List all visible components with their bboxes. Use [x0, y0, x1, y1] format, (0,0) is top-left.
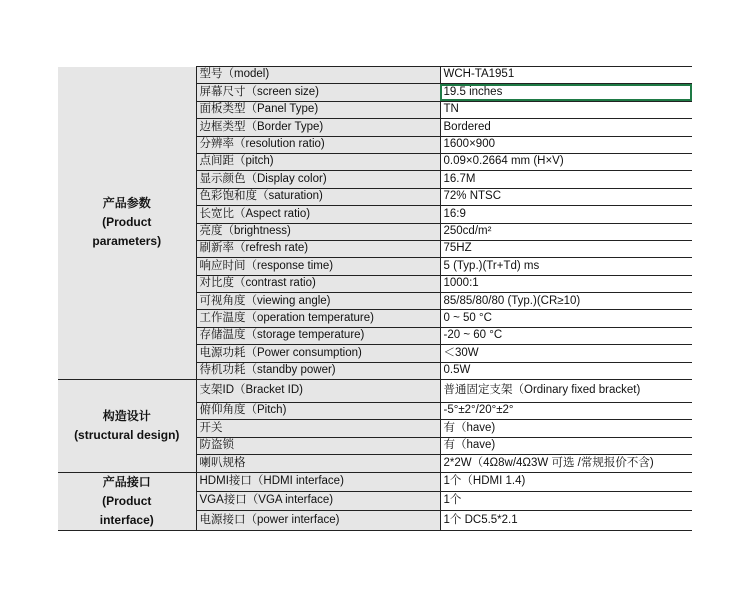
param-value-cell[interactable]: 0 ~ 50 °C: [440, 310, 692, 327]
param-name-cell[interactable]: 分辨率（resolution ratio): [196, 136, 440, 153]
section-title-line: 构造设计: [102, 408, 151, 423]
param-value-cell[interactable]: 2*2W（4Ω8w/4Ω3W 可选 /常规报价不含): [440, 455, 692, 472]
param-value-cell[interactable]: 0.5W: [440, 362, 692, 379]
spec-sheet: [58, 66, 692, 538]
param-name-cell[interactable]: HDMI接口（HDMI interface): [196, 472, 440, 491]
param-value-cell-selected[interactable]: 19.5 inches: [440, 84, 692, 101]
param-value-cell[interactable]: 85/85/80/80 (Typ.)(CR≥10): [440, 293, 692, 310]
param-name-cell[interactable]: 支架ID（Bracket ID): [196, 380, 440, 403]
section-title-cell: [58, 472, 196, 530]
param-name-cell[interactable]: 显示颜色（Display color): [196, 171, 440, 188]
param-value-cell[interactable]: 1个（HDMI 1.4): [440, 472, 692, 491]
param-value-cell[interactable]: 16:9: [440, 206, 692, 223]
param-name-cell[interactable]: 待机功耗（standby power): [196, 362, 440, 379]
param-name-cell[interactable]: 俯仰角度（Pitch): [196, 403, 440, 420]
param-name-cell[interactable]: 屏幕尺寸（screen size): [196, 84, 440, 101]
param-value-cell[interactable]: 1600×900: [440, 136, 692, 153]
param-name-cell[interactable]: 对比度（contrast ratio): [196, 275, 440, 292]
spec-row: [58, 67, 692, 84]
section-title-cell: [58, 380, 196, 473]
param-value-cell[interactable]: 1个 DC5.5*2.1: [440, 511, 692, 530]
param-name-cell[interactable]: 电源功耗（Power consumption): [196, 345, 440, 362]
param-name-cell[interactable]: 边框类型（Border Type): [196, 119, 440, 136]
section-title-line: (Product: [102, 493, 152, 508]
spec-row: [58, 380, 692, 403]
param-name-cell[interactable]: 工作温度（operation temperature): [196, 310, 440, 327]
param-value-cell[interactable]: 1000:1: [440, 275, 692, 292]
param-name-cell[interactable]: 开关: [196, 420, 440, 437]
param-value-cell[interactable]: Bordered: [440, 119, 692, 136]
section-title-line: (structural design): [74, 427, 180, 442]
param-value-cell[interactable]: -5°±2°/20°±2°: [440, 403, 692, 420]
param-name-cell[interactable]: VGA接口（VGA interface): [196, 491, 440, 510]
param-value-cell[interactable]: 16.7M: [440, 171, 692, 188]
param-name-cell[interactable]: 喇叭规格: [196, 455, 440, 472]
param-name-cell[interactable]: 存储温度（storage temperature): [196, 327, 440, 344]
param-name-cell[interactable]: 响应时间（response time): [196, 258, 440, 275]
param-name-cell[interactable]: 色彩饱和度（saturation): [196, 188, 440, 205]
param-value-cell[interactable]: TN: [440, 101, 692, 118]
param-name-cell[interactable]: 防盗锁: [196, 437, 440, 454]
param-value-cell[interactable]: -20 ~ 60 °C: [440, 327, 692, 344]
section-title-cell: [58, 67, 196, 380]
param-value-cell[interactable]: ＜30W: [440, 345, 692, 362]
param-value-cell[interactable]: 有（have): [440, 420, 692, 437]
param-value-cell[interactable]: 250cd/m²: [440, 223, 692, 240]
param-name-cell[interactable]: 电源接口（power interface): [196, 511, 440, 530]
param-name-cell[interactable]: 可视角度（viewing angle): [196, 293, 440, 310]
section-title-line: (Product: [102, 215, 152, 230]
param-name-cell[interactable]: 型号（model): [196, 67, 440, 84]
param-name-cell[interactable]: 面板类型（Panel Type): [196, 101, 440, 118]
param-name-cell[interactable]: 点间距（pitch): [196, 153, 440, 170]
param-name-cell[interactable]: 刷新率（refresh rate): [196, 240, 440, 257]
param-value-cell[interactable]: 1个: [440, 491, 692, 510]
param-value-cell[interactable]: WCH-TA1951: [440, 67, 692, 84]
section-title-line: interface): [99, 512, 154, 527]
param-name-cell[interactable]: 长宽比（Aspect ratio): [196, 206, 440, 223]
param-value-cell[interactable]: 72% NTSC: [440, 188, 692, 205]
param-value-cell[interactable]: 5 (Typ.)(Tr+Td) ms: [440, 258, 692, 275]
spec-table: [58, 66, 692, 531]
section-title-line: 产品参数: [102, 196, 151, 211]
param-value-cell[interactable]: 0.09×0.2664 mm (H×V): [440, 153, 692, 170]
section-title-line: parameters): [92, 234, 162, 249]
param-value-cell[interactable]: 普通固定支架（Ordinary fixed bracket): [440, 380, 692, 403]
param-value-cell[interactable]: 有（have): [440, 437, 692, 454]
param-value-cell[interactable]: 75HZ: [440, 240, 692, 257]
section-title-line: 产品接口: [102, 474, 151, 489]
spec-row: [58, 472, 692, 491]
param-name-cell[interactable]: 亮度（brightness): [196, 223, 440, 240]
spec-table-body: [58, 67, 692, 531]
